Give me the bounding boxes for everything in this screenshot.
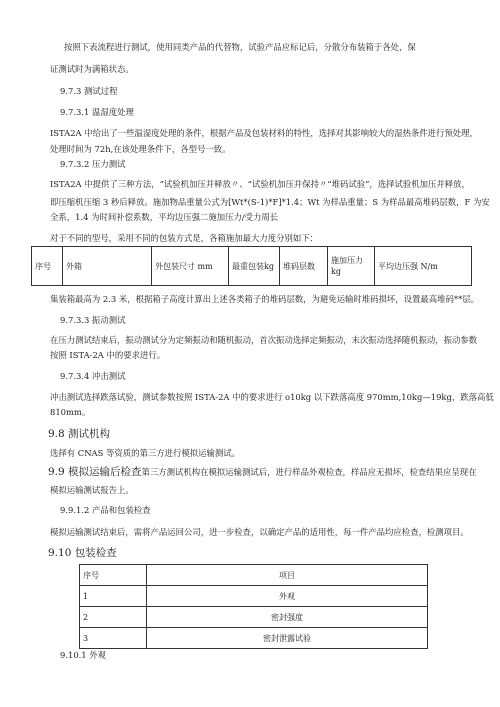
heading-9-9-title: 9.9 模拟运输后检查 [48,466,142,478]
section-9-7-3-1: 9.7.3.1 温湿度处理 [60,107,134,117]
para-intro-line1: 按照下表流程进行测试，使用同类产品的代替物，试验产品应标记后，分散分布装箱于各处，保 [64,42,416,52]
para-intro-line2: 证测试时为满箱状态。 [50,64,134,74]
table-cell: 1 [80,586,147,607]
para-9-9-1-2: 模拟运输测试结束后，需将产品运回公司，进一步检查，以确定产品的适用性，每一件产品均应检查，检测项目。 [50,527,469,537]
para-9-7-3-1-a: ISTA2A 中给出了一些温湿度处理的条件，根据产品及包装材料的特性，选择对其影响较大的湿热条件进行预处理， [50,128,478,138]
section-9-7-3: 9.7.3 测试过程 [60,86,118,96]
table-header-cell: 堆码层数 [280,247,328,286]
heading-9-9-text: 第三方测试机构在模拟运输测试后，进行样品外观检查，样品应无损坏，检查结果应呈现在 [141,467,477,477]
section-9-9-1-2: 9.9.1.2 产品和包装检查 [60,505,151,515]
para-9-8: 选择有 CNAS 等资质的第三方进行模拟运输测试。 [50,448,240,458]
para-9-7-3-2-c: 全系，1.4 为时间补偿系数，平均边压强二施加压力/受力周长 [50,212,279,222]
table-cell: 2 [80,607,147,628]
para-9-7-3-4-a: 冲击测试选择跌落试验，测试参数按照 ISTA-2A 中的要求进行 o10kg 以下跌落高度 970mm,10kg—19kg，跌落高低 [50,392,494,402]
force-table [31,246,472,286]
table-header-cell: 序号 [80,565,147,586]
section-9-10-1: 9.10.1 外观 [60,650,107,660]
para-9-7-3-2-b: 即压缩机压缩 3 秒后释放。施加物品重量公式为[Wt*(S-1)*F]*1.4；Wt 为样品重量；S 为样品最高堆码层数，F 为安 [50,197,490,207]
table-cell: 密封强度 [147,607,428,628]
heading-9-10: 9.10 包装检查 [48,547,117,559]
para-9-9-b: 模拟运输测试报告上。 [50,485,134,495]
table-row [80,586,428,607]
para-after-table: 集装箱最高为 2.3 米，根据箱子高度计算出上述各类箱子的堆码层数，为避免运输时堆码损坏，设置最高堆码**层。 [50,294,480,304]
table-header-cell: 外包装尺寸 mm [152,247,229,286]
table-cell: 3 [80,628,147,649]
para-9-7-3-3-a: 在压力测试结束后，振动测试分为定频振动和随机振动，首次振动选择定频振动，末次振动选择随机振动，振动参数 [50,335,478,345]
para-9-7-3-2-a: ISTA2A 中提供了三种方法，“试验机加压并释放〃、“试验机加压并保持〃“堆码试验”，选择试验机加压并释放， [50,179,470,189]
table-cell: 密封泄露试验 [147,628,428,649]
table-cell: 外观 [147,586,428,607]
heading-9-9 [48,466,477,479]
table-header-cell: 最重包装kg [229,247,280,286]
table-row [80,565,428,586]
section-9-7-3-4: 9.7.3.4 冲击测试 [60,371,126,381]
para-9-7-3-4-b: 810mm。 [50,407,91,417]
table-row [80,607,428,628]
heading-9-8: 9.8 测试机构 [48,428,111,440]
table-row [32,247,472,286]
table-header-cell: 施加压力kg [328,247,375,286]
table-header-cell: 外箱 [63,247,152,286]
section-9-7-3-2: 9.7.3.2 压力测试 [60,159,126,169]
para-9-7-3-1-b: 处理时间为 72h,在该处理条件下，各型号一致。 [50,144,231,154]
table-intro: 对于不同的型号，采用不同的包装方式是，各箱施加最大力度分别如下： [50,233,318,243]
table-header-cell: 序号 [32,247,63,286]
para-9-7-3-3-b: 按照 ISTA-2A 中的要求进行。 [50,350,166,360]
inspection-table [79,564,428,649]
table-header-cell: 平均边压强 N/m [375,247,472,286]
table-row [80,628,428,649]
section-9-7-3-3: 9.7.3.3 振动测试 [60,315,126,325]
table-header-cell: 项目 [147,565,428,586]
